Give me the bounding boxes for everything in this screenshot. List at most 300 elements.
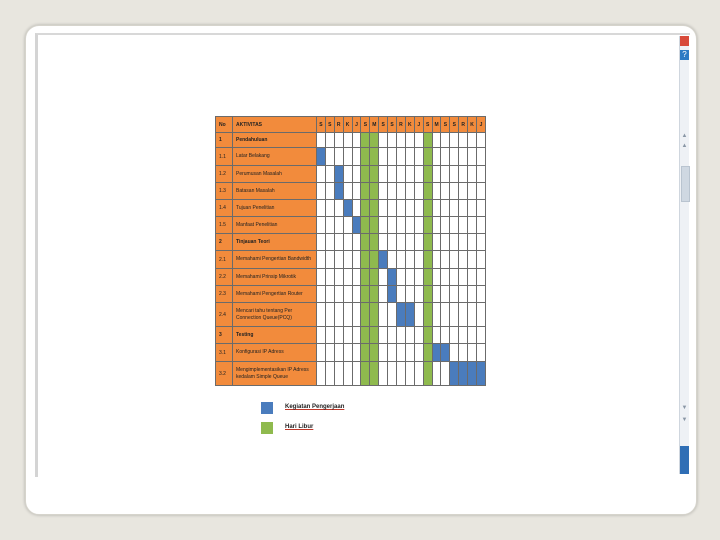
day-cell: [477, 234, 486, 251]
vertical-scrollbar[interactable]: [679, 36, 689, 474]
holiday-cell: [423, 286, 432, 303]
day-cell: [405, 344, 414, 362]
row-number: 2.2: [216, 269, 233, 286]
day-cell: [459, 286, 468, 303]
holiday-cell: [370, 183, 379, 200]
day-cell: [477, 183, 486, 200]
holiday-cell: [361, 362, 370, 386]
activity-name: Latar Belakang: [233, 148, 317, 166]
day-cell: [441, 133, 450, 148]
day-header: J: [352, 117, 361, 133]
holiday-cell: [423, 362, 432, 386]
day-cell: [459, 251, 468, 269]
day-cell: [450, 344, 459, 362]
day-header: S: [317, 117, 326, 133]
table-row: [216, 251, 486, 269]
day-cell: [414, 148, 423, 166]
day-cell: [405, 166, 414, 183]
day-cell: [414, 251, 423, 269]
holiday-cell: [361, 251, 370, 269]
day-cell: [477, 327, 486, 344]
activity-name: Perumusan Masalah: [233, 166, 317, 183]
activity-name: Konfigurasi IP Adress: [233, 344, 317, 362]
day-cell: [468, 166, 477, 183]
day-cell: [352, 327, 361, 344]
day-cell: [379, 234, 388, 251]
day-cell: [343, 251, 352, 269]
day-cell: [388, 183, 397, 200]
day-cell: [441, 217, 450, 234]
day-cell: [432, 251, 441, 269]
day-cell: [397, 362, 406, 386]
day-cell: [343, 133, 352, 148]
holiday-cell: [423, 166, 432, 183]
table-row: [216, 327, 486, 344]
day-cell: [317, 166, 326, 183]
day-cell: [405, 286, 414, 303]
work-day-cell: [432, 344, 441, 362]
day-cell: [450, 234, 459, 251]
legend-swatch-holiday: [261, 422, 273, 434]
table-row: [216, 217, 486, 234]
day-cell: [414, 183, 423, 200]
day-header: J: [477, 117, 486, 133]
day-cell: [352, 344, 361, 362]
day-cell: [432, 234, 441, 251]
day-cell: [414, 217, 423, 234]
day-cell: [352, 200, 361, 217]
day-cell: [477, 344, 486, 362]
day-cell: [317, 133, 326, 148]
day-cell: [441, 148, 450, 166]
day-cell: [459, 217, 468, 234]
work-day-cell: [468, 362, 477, 386]
day-header: M: [432, 117, 441, 133]
day-cell: [325, 133, 334, 148]
activity-name: Memahami Pengertian Router: [233, 286, 317, 303]
activity-name: Tujuan Penelitian: [233, 200, 317, 217]
day-header: S: [325, 117, 334, 133]
day-cell: [397, 217, 406, 234]
day-cell: [441, 269, 450, 286]
row-number: 2.1: [216, 251, 233, 269]
holiday-cell: [370, 217, 379, 234]
day-cell: [334, 286, 343, 303]
day-cell: [459, 133, 468, 148]
day-cell: [388, 148, 397, 166]
day-cell: [334, 148, 343, 166]
day-header: S: [450, 117, 459, 133]
work-day-cell: [334, 166, 343, 183]
day-header: R: [334, 117, 343, 133]
day-cell: [432, 133, 441, 148]
activity-name: Manfaat Penelitian: [233, 217, 317, 234]
day-cell: [414, 286, 423, 303]
row-number: 1.4: [216, 200, 233, 217]
day-cell: [432, 217, 441, 234]
day-cell: [325, 251, 334, 269]
row-number: 2.3: [216, 286, 233, 303]
holiday-cell: [423, 251, 432, 269]
day-cell: [405, 217, 414, 234]
table-row: [216, 234, 486, 251]
day-header: S: [423, 117, 432, 133]
holiday-cell: [370, 362, 379, 386]
day-cell: [468, 269, 477, 286]
day-cell: [432, 269, 441, 286]
day-cell: [450, 303, 459, 327]
holiday-cell: [423, 234, 432, 251]
work-day-cell: [397, 303, 406, 327]
holiday-cell: [423, 269, 432, 286]
holiday-cell: [370, 286, 379, 303]
day-cell: [352, 303, 361, 327]
day-header: S: [441, 117, 450, 133]
day-cell: [432, 183, 441, 200]
day-cell: [450, 200, 459, 217]
table-row: [216, 200, 486, 217]
day-cell: [325, 217, 334, 234]
legend-item-holiday: [261, 422, 401, 436]
day-header: R: [397, 117, 406, 133]
day-cell: [379, 183, 388, 200]
day-cell: [450, 148, 459, 166]
day-cell: [477, 148, 486, 166]
holiday-cell: [370, 200, 379, 217]
day-cell: [405, 148, 414, 166]
day-cell: [441, 166, 450, 183]
holiday-cell: [423, 200, 432, 217]
day-cell: [459, 183, 468, 200]
work-day-cell: [459, 362, 468, 386]
holiday-cell: [370, 166, 379, 183]
day-cell: [405, 251, 414, 269]
day-cell: [468, 251, 477, 269]
day-cell: [405, 183, 414, 200]
day-cell: [414, 303, 423, 327]
day-cell: [459, 148, 468, 166]
day-cell: [397, 269, 406, 286]
day-header: S: [379, 117, 388, 133]
holiday-cell: [423, 327, 432, 344]
table-row: [216, 344, 486, 362]
day-cell: [334, 133, 343, 148]
day-cell: [388, 234, 397, 251]
table-row: [216, 133, 486, 148]
day-cell: [441, 200, 450, 217]
day-cell: [352, 286, 361, 303]
day-cell: [352, 269, 361, 286]
holiday-cell: [370, 327, 379, 344]
day-cell: [343, 327, 352, 344]
day-cell: [468, 303, 477, 327]
day-cell: [405, 200, 414, 217]
holiday-cell: [361, 166, 370, 183]
day-cell: [317, 327, 326, 344]
day-cell: [450, 183, 459, 200]
day-cell: [343, 234, 352, 251]
day-cell: [388, 344, 397, 362]
day-cell: [450, 251, 459, 269]
day-cell: [397, 327, 406, 344]
day-cell: [477, 286, 486, 303]
day-cell: [414, 327, 423, 344]
day-cell: [352, 251, 361, 269]
row-number: 3.2: [216, 362, 233, 386]
holiday-cell: [370, 303, 379, 327]
row-number: 1.2: [216, 166, 233, 183]
day-header: J: [414, 117, 423, 133]
work-day-cell: [379, 251, 388, 269]
help-icon[interactable]: ?: [680, 50, 689, 60]
holiday-cell: [423, 183, 432, 200]
day-cell: [468, 344, 477, 362]
day-cell: [459, 200, 468, 217]
work-day-cell: [352, 217, 361, 234]
day-cell: [343, 286, 352, 303]
day-cell: [468, 183, 477, 200]
day-cell: [325, 362, 334, 386]
day-cell: [334, 327, 343, 344]
work-day-cell: [405, 303, 414, 327]
holiday-cell: [370, 133, 379, 148]
work-day-cell: [441, 344, 450, 362]
scroll-down-icon[interactable]: ▼: [681, 405, 688, 411]
day-cell: [379, 286, 388, 303]
holiday-cell: [361, 217, 370, 234]
schedule-table: [215, 116, 486, 386]
status-panel: [680, 446, 689, 474]
holiday-cell: [423, 303, 432, 327]
activity-name: Mengimplementasikan IP Adress kedalam Simple Queue: [233, 362, 317, 386]
day-cell: [397, 166, 406, 183]
day-cell: [441, 251, 450, 269]
day-cell: [352, 166, 361, 183]
day-cell: [459, 344, 468, 362]
day-cell: [414, 269, 423, 286]
day-cell: [441, 327, 450, 344]
day-cell: [405, 133, 414, 148]
day-cell: [441, 362, 450, 386]
day-cell: [334, 344, 343, 362]
day-cell: [477, 200, 486, 217]
table-row: [216, 362, 486, 386]
day-header: R: [459, 117, 468, 133]
day-cell: [414, 200, 423, 217]
day-cell: [477, 217, 486, 234]
day-cell: [343, 303, 352, 327]
day-cell: [343, 166, 352, 183]
holiday-cell: [361, 344, 370, 362]
day-cell: [379, 327, 388, 344]
day-cell: [388, 166, 397, 183]
day-cell: [352, 133, 361, 148]
table-row: [216, 183, 486, 200]
day-cell: [388, 217, 397, 234]
day-cell: [325, 286, 334, 303]
day-cell: [432, 148, 441, 166]
activity-name: Testing: [233, 327, 317, 344]
day-header: K: [468, 117, 477, 133]
day-cell: [317, 217, 326, 234]
day-cell: [414, 133, 423, 148]
day-cell: [432, 166, 441, 183]
row-number: 1.5: [216, 217, 233, 234]
day-cell: [468, 148, 477, 166]
day-cell: [397, 344, 406, 362]
day-cell: [379, 344, 388, 362]
day-cell: [459, 327, 468, 344]
legend-item-work: [261, 402, 401, 416]
work-day-cell: [388, 286, 397, 303]
day-cell: [379, 217, 388, 234]
day-cell: [397, 200, 406, 217]
day-cell: [405, 362, 414, 386]
day-cell: [334, 269, 343, 286]
day-cell: [352, 234, 361, 251]
day-cell: [352, 148, 361, 166]
row-number: 1.1: [216, 148, 233, 166]
day-cell: [388, 133, 397, 148]
table-row: [216, 286, 486, 303]
day-cell: [352, 183, 361, 200]
holiday-cell: [423, 148, 432, 166]
scroll-up-icon[interactable]: ▲: [681, 143, 688, 149]
day-cell: [414, 362, 423, 386]
scroll-down-icon[interactable]: ▼: [681, 417, 688, 423]
day-cell: [397, 251, 406, 269]
day-cell: [432, 303, 441, 327]
day-cell: [325, 148, 334, 166]
day-header: M: [370, 117, 379, 133]
day-cell: [397, 286, 406, 303]
day-cell: [317, 303, 326, 327]
day-cell: [432, 286, 441, 303]
scroll-thumb[interactable]: [681, 166, 690, 202]
day-cell: [325, 327, 334, 344]
day-cell: [343, 148, 352, 166]
day-cell: [334, 234, 343, 251]
table-row: [216, 303, 486, 327]
day-cell: [325, 200, 334, 217]
row-number: 3: [216, 327, 233, 344]
holiday-cell: [361, 327, 370, 344]
day-cell: [325, 234, 334, 251]
day-cell: [388, 200, 397, 217]
day-cell: [468, 200, 477, 217]
day-cell: [432, 327, 441, 344]
work-day-cell: [343, 200, 352, 217]
holiday-cell: [423, 217, 432, 234]
day-cell: [414, 166, 423, 183]
day-cell: [343, 362, 352, 386]
day-cell: [379, 269, 388, 286]
day-cell: [397, 148, 406, 166]
day-cell: [334, 217, 343, 234]
header-no: No: [216, 117, 233, 133]
day-cell: [334, 200, 343, 217]
row-number: 2: [216, 234, 233, 251]
day-cell: [468, 234, 477, 251]
day-cell: [379, 303, 388, 327]
holiday-cell: [361, 183, 370, 200]
day-cell: [414, 344, 423, 362]
holiday-cell: [370, 344, 379, 362]
table-row: [216, 148, 486, 166]
day-cell: [388, 251, 397, 269]
work-day-cell: [450, 362, 459, 386]
day-cell: [477, 166, 486, 183]
close-icon[interactable]: [680, 36, 689, 46]
day-cell: [432, 200, 441, 217]
activity-name: Tinjauan Teori: [233, 234, 317, 251]
day-cell: [477, 303, 486, 327]
day-cell: [334, 362, 343, 386]
day-cell: [432, 362, 441, 386]
row-number: 2.4: [216, 303, 233, 327]
work-day-cell: [388, 269, 397, 286]
day-cell: [352, 362, 361, 386]
day-header: K: [405, 117, 414, 133]
holiday-cell: [361, 286, 370, 303]
day-cell: [343, 183, 352, 200]
day-cell: [317, 183, 326, 200]
day-cell: [343, 269, 352, 286]
day-cell: [397, 133, 406, 148]
day-cell: [379, 133, 388, 148]
table-row: [216, 269, 486, 286]
scroll-up-icon[interactable]: ▲: [681, 133, 688, 139]
day-cell: [397, 234, 406, 251]
day-cell: [379, 148, 388, 166]
day-cell: [468, 286, 477, 303]
day-cell: [441, 303, 450, 327]
day-cell: [450, 133, 459, 148]
day-cell: [477, 251, 486, 269]
work-day-cell: [334, 183, 343, 200]
day-cell: [441, 286, 450, 303]
day-cell: [343, 344, 352, 362]
holiday-cell: [361, 148, 370, 166]
day-cell: [405, 327, 414, 344]
holiday-cell: [370, 269, 379, 286]
day-cell: [468, 133, 477, 148]
day-cell: [317, 234, 326, 251]
day-cell: [325, 303, 334, 327]
holiday-cell: [361, 133, 370, 148]
day-cell: [317, 286, 326, 303]
holiday-cell: [361, 303, 370, 327]
row-number: 1: [216, 133, 233, 148]
legend-swatch-work: [261, 402, 273, 414]
day-cell: [325, 344, 334, 362]
holiday-cell: [361, 200, 370, 217]
day-cell: [450, 327, 459, 344]
activity-name: Memahami Prinsip Mikrotik: [233, 269, 317, 286]
day-cell: [459, 269, 468, 286]
day-cell: [450, 269, 459, 286]
day-cell: [388, 362, 397, 386]
row-number: 3.1: [216, 344, 233, 362]
day-cell: [343, 217, 352, 234]
holiday-cell: [361, 234, 370, 251]
day-cell: [379, 200, 388, 217]
day-cell: [334, 303, 343, 327]
work-day-cell: [477, 362, 486, 386]
day-cell: [477, 133, 486, 148]
holiday-cell: [370, 148, 379, 166]
holiday-cell: [370, 234, 379, 251]
